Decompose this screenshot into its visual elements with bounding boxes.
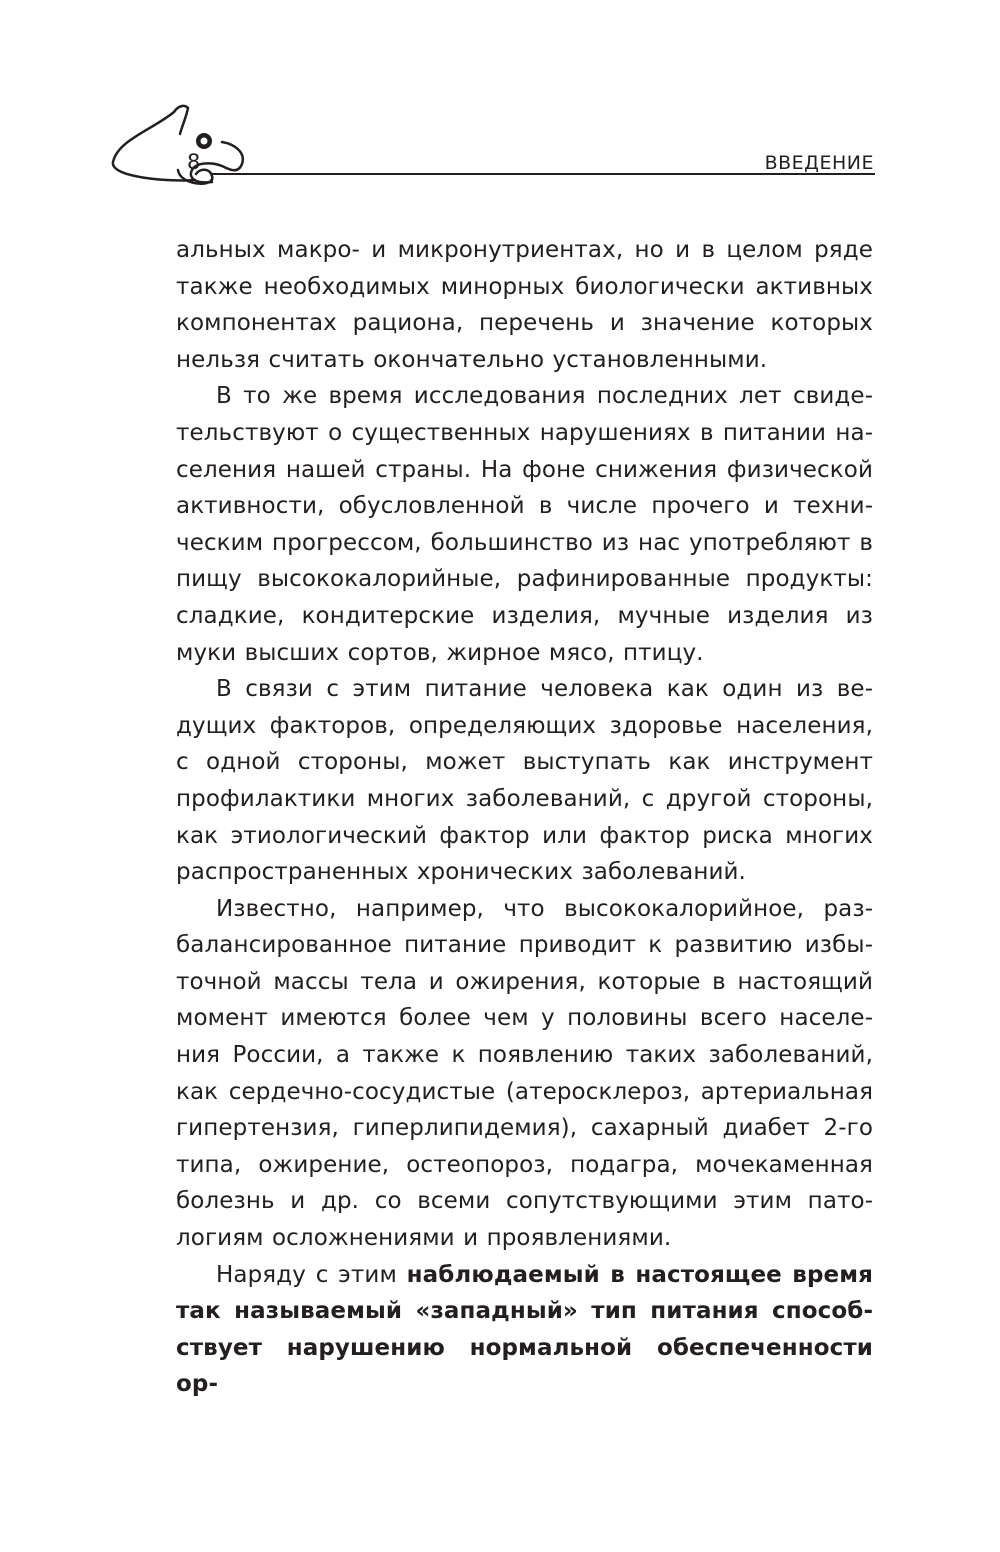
paragraph-5-bold: наблюдаемый в настоящее время так называемый «западный» тип питания способствует нарушению нормальной обеспеченности ор- [176, 1261, 873, 1398]
paragraph-5-start: Наряду с этим [216, 1261, 407, 1288]
paragraph-4: Известно, например, что высококалорийное, разбалансированное питание приводит к развитию избыточной массы тела и ожирения, которые в настоящий момент имеются более чем у половины всего населения России, а также к появлению таких заболеваний, как сердечно-сосудистые (атеросклероз, артериальная гипертензия, гиперлипидемия), сахарный диабет 2-го типа, ожирение, остеопороз, подагра, мочекаменная болезнь и др. со всеми сопутствующими этим патологиям осложнениями и проявлениями. [176, 895, 873, 1252]
paragraph-1: альных макро- и микронутриентах, но и в целом ряде также необходимых минорных биологически активных компонентах рациона, перечень и значение которых нельзя считать окончательно установленными. [176, 237, 873, 373]
paragraph-2: В то же время исследования последних лет свидетельствуют о существенных нарушениях в питании населения нашей страны. На фоне снижения физической активности, обусловленной в числе прочего и техническим прогрессом, большинство из нас употребляют в пищу высококалорийные, рафинированные продукты: сладкие, кондитерские изделия, мучные изделия из муки высших сортов, жирное мясо, птицу. [176, 383, 873, 666]
page-number: 8 [187, 150, 201, 174]
stethoscope-icon [100, 100, 900, 190]
paragraph-5 [176, 1257, 873, 1403]
body-text [176, 232, 873, 1403]
paragraph-3: В связи с этим питание человека как один из ведущих факторов, определяющих здоровье населения, с одной стороны, может выступать как инструмент профилактики многих заболеваний, с другой стороны, как этиологический фактор или фактор риска многих распространенных хронических заболеваний. [176, 676, 873, 886]
running-header [100, 100, 900, 190]
running-title: ВВЕДЕНИЕ [764, 152, 874, 174]
